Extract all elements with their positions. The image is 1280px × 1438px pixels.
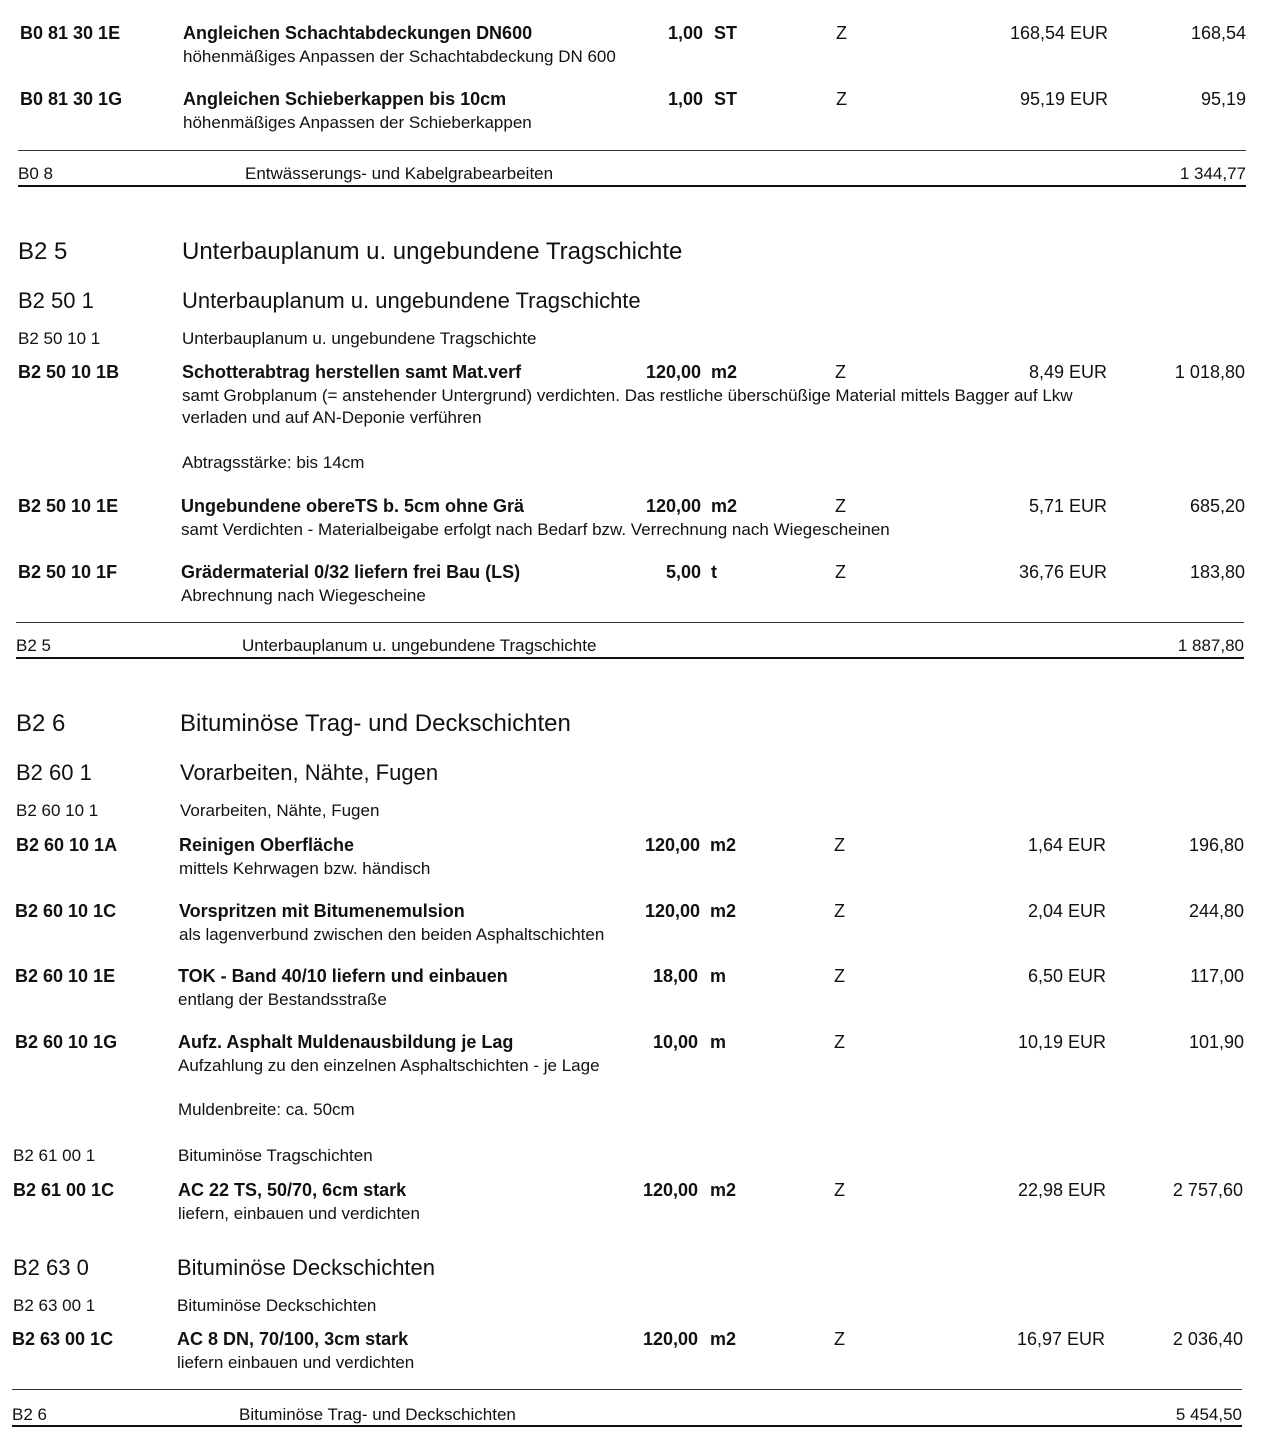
group-code: B2 50 10 1 — [18, 329, 101, 348]
position-total: 183,80 — [1189, 562, 1245, 582]
sum-top-line — [12, 1389, 1242, 1390]
position-z: Z — [834, 901, 845, 921]
position-z: Z — [834, 835, 845, 855]
position-unit: ST — [714, 23, 738, 43]
position-title: Aufz. Asphalt Muldenausbildung je Lag — [178, 1032, 514, 1052]
section-title: Unterbauplanum u. ungebundene Tragschichte — [182, 238, 683, 265]
sum-bottom-line — [12, 1425, 1242, 1427]
position-total: 95,19 — [1200, 89, 1246, 109]
position-description: samt Verdichten - Materialbeigabe erfolgt nach Bedarf bzw. Verrechnung nach Wiegescheinen — [181, 520, 890, 539]
position-description: mittels Kehrwagen bzw. händisch — [179, 859, 431, 878]
position-code: B2 60 10 1C — [15, 901, 117, 921]
position-unit-price: 2,04 EUR — [1027, 901, 1106, 921]
position-unit: m2 — [711, 362, 738, 382]
position-total: 1 018,80 — [1174, 362, 1245, 382]
position-code: B2 60 10 1E — [15, 966, 116, 986]
position-description: höhenmäßiges Anpassen der Schieberkappen — [183, 113, 532, 132]
position-row — [0, 1032, 1280, 1119]
sum-total: 1 887,80 — [1177, 636, 1244, 655]
position-row — [0, 362, 1280, 472]
subsection-code: B2 50 1 — [18, 288, 94, 313]
subsection-code: B2 60 1 — [16, 760, 92, 785]
position-unit: m2 — [710, 835, 737, 855]
position-row — [0, 89, 1280, 132]
sum-bottom-line — [18, 185, 1246, 187]
position-row — [0, 562, 1280, 605]
position-z: Z — [835, 362, 846, 382]
position-title: Angleichen Schachtabdeckungen DN600 — [183, 23, 533, 43]
position-unit-price: 168,54 EUR — [1009, 23, 1108, 43]
position-code: B2 50 10 1F — [18, 562, 118, 582]
position-title: Vorspritzen mit Bitumenemulsion — [179, 901, 465, 921]
position-unit: m2 — [710, 901, 737, 921]
sum-bottom-line — [16, 657, 1244, 659]
position-unit-price: 8,49 EUR — [1028, 362, 1107, 382]
position-description: liefern einbauen und verdichten — [177, 1353, 415, 1372]
position-unit: m — [710, 1032, 727, 1052]
position-row — [0, 835, 1280, 878]
position-row — [0, 966, 1280, 1009]
position-row — [0, 496, 1280, 539]
position-description: Aufzahlung zu den einzelnen Asphaltschichten - je Lage — [178, 1056, 600, 1075]
position-title: Grädermaterial 0/32 liefern frei Bau (LS) — [181, 562, 521, 582]
position-code: B2 63 00 1C — [12, 1329, 114, 1349]
group-title: Bituminöse Tragschichten — [178, 1146, 373, 1165]
sum-total: 5 454,50 — [1175, 1405, 1242, 1424]
position-total: 196,80 — [1188, 835, 1244, 855]
group-code: B2 63 00 1 — [13, 1296, 96, 1315]
position-quantity: 120,00 — [644, 901, 700, 921]
group-title: Vorarbeiten, Nähte, Fugen — [180, 801, 380, 820]
position-total: 2 036,40 — [1172, 1329, 1243, 1349]
position-unit: m2 — [711, 496, 738, 516]
position-title: Reinigen Oberfläche — [179, 835, 355, 855]
subsection-title: Bituminöse Deckschichten — [177, 1255, 436, 1280]
position-row — [0, 23, 1280, 66]
position-description: entlang der Bestandsstraße — [178, 990, 387, 1009]
position-description: höhenmäßiges Anpassen der Schachtabdeckung DN 600 — [183, 47, 616, 66]
position-quantity: 120,00 — [642, 1180, 698, 1200]
position-z: Z — [836, 89, 847, 109]
position-unit-price: 10,19 EUR — [1017, 1032, 1106, 1052]
position-z: Z — [834, 1329, 845, 1349]
position-description: Abrechnung nach Wiegescheine — [181, 586, 426, 605]
position-title: Angleichen Schieberkappen bis 10cm — [183, 89, 507, 109]
position-code: B2 60 10 1A — [16, 835, 118, 855]
subsection-code: B2 63 0 — [13, 1255, 89, 1280]
position-total: 685,20 — [1189, 496, 1245, 516]
position-z: Z — [836, 23, 847, 43]
group-title: Bituminöse Deckschichten — [177, 1296, 377, 1315]
position-quantity: 5,00 — [665, 562, 701, 582]
section-title: Bituminöse Trag- und Deckschichten — [180, 710, 571, 737]
position-z: Z — [834, 966, 845, 986]
subsection-title: Unterbauplanum u. ungebundene Tragschichte — [182, 288, 641, 313]
position-quantity: 120,00 — [644, 835, 700, 855]
position-z: Z — [835, 496, 846, 516]
position-z: Z — [835, 562, 846, 582]
position-unit: ST — [714, 89, 738, 109]
position-total: 168,54 — [1190, 23, 1246, 43]
position-quantity: 18,00 — [652, 966, 698, 986]
position-unit-price: 95,19 EUR — [1019, 89, 1108, 109]
sum-code: B2 6 — [12, 1405, 47, 1424]
sum-top-line — [18, 150, 1246, 151]
position-unit-price: 6,50 EUR — [1027, 966, 1106, 986]
position-code: B2 60 10 1G — [15, 1032, 118, 1052]
position-row — [0, 1180, 1280, 1223]
position-z: Z — [834, 1032, 845, 1052]
position-description: samt Grobplanum (= anstehender Untergrund) verdichten. Das restliche überschüßige Material mittels Bagger auf Lkw verladen und auf AN-Deponie verführen — [182, 386, 1073, 427]
position-total: 2 757,60 — [1172, 1180, 1243, 1200]
position-unit-price: 5,71 EUR — [1028, 496, 1107, 516]
position-unit: m — [710, 966, 727, 986]
position-total: 117,00 — [1190, 966, 1244, 986]
position-title: AC 8 DN, 70/100, 3cm stark — [177, 1329, 409, 1349]
group-code: B2 61 00 1 — [13, 1146, 96, 1165]
position-description: liefern, einbauen und verdichten — [178, 1204, 420, 1223]
position-quantity: 10,00 — [652, 1032, 698, 1052]
position-quantity: 1,00 — [667, 23, 703, 43]
position-row — [0, 901, 1280, 944]
group-title: Unterbauplanum u. ungebundene Tragschichte — [182, 329, 537, 348]
position-code: B2 50 10 1B — [18, 362, 120, 382]
position-title: AC 22 TS, 50/70, 6cm stark — [178, 1180, 407, 1200]
position-unit-price: 16,97 EUR — [1016, 1329, 1105, 1349]
position-unit: t — [711, 562, 717, 582]
position-note: Muldenbreite: ca. 50cm — [178, 1100, 355, 1119]
position-total: 244,80 — [1188, 901, 1244, 921]
sum-title: Unterbauplanum u. ungebundene Tragschichte — [242, 636, 597, 655]
position-code: B2 61 00 1C — [13, 1180, 115, 1200]
position-unit-price: 36,76 EUR — [1018, 562, 1107, 582]
sum-title: Bituminöse Trag- und Deckschichten — [239, 1405, 516, 1424]
position-unit: m2 — [710, 1180, 737, 1200]
subsection-title: Vorarbeiten, Nähte, Fugen — [180, 760, 439, 785]
sum-total: 1 344,77 — [1179, 164, 1246, 183]
position-code: B0 81 30 1G — [20, 89, 123, 109]
position-z: Z — [834, 1180, 845, 1200]
position-quantity: 120,00 — [645, 496, 701, 516]
position-row — [0, 1329, 1280, 1372]
sum-title: Entwässerungs- und Kabelgrabearbeiten — [245, 164, 554, 183]
position-title: Ungebundene obereTS b. 5cm ohne Grä — [181, 496, 525, 516]
position-quantity: 120,00 — [642, 1329, 698, 1349]
sum-top-line — [16, 622, 1244, 623]
position-code: B2 50 10 1E — [18, 496, 119, 516]
sum-code: B0 8 — [18, 164, 53, 183]
position-code: B0 81 30 1E — [20, 23, 121, 43]
position-title: Schotterabtrag herstellen samt Mat.verf — [182, 362, 522, 382]
position-unit: m2 — [710, 1329, 737, 1349]
section-code: B2 6 — [16, 710, 66, 737]
position-title: TOK - Band 40/10 liefern und einbauen — [178, 966, 508, 986]
position-total: 101,90 — [1188, 1032, 1244, 1052]
position-unit-price: 1,64 EUR — [1027, 835, 1106, 855]
position-description: als lagenverbund zwischen den beiden Asphaltschichten — [179, 925, 605, 944]
sum-code: B2 5 — [16, 636, 51, 655]
position-quantity: 1,00 — [667, 89, 703, 109]
position-note: Abtragsstärke: bis 14cm — [182, 453, 365, 472]
position-quantity: 120,00 — [645, 362, 701, 382]
position-unit-price: 22,98 EUR — [1017, 1180, 1106, 1200]
group-code: B2 60 10 1 — [16, 801, 99, 820]
section-code: B2 5 — [18, 238, 68, 265]
